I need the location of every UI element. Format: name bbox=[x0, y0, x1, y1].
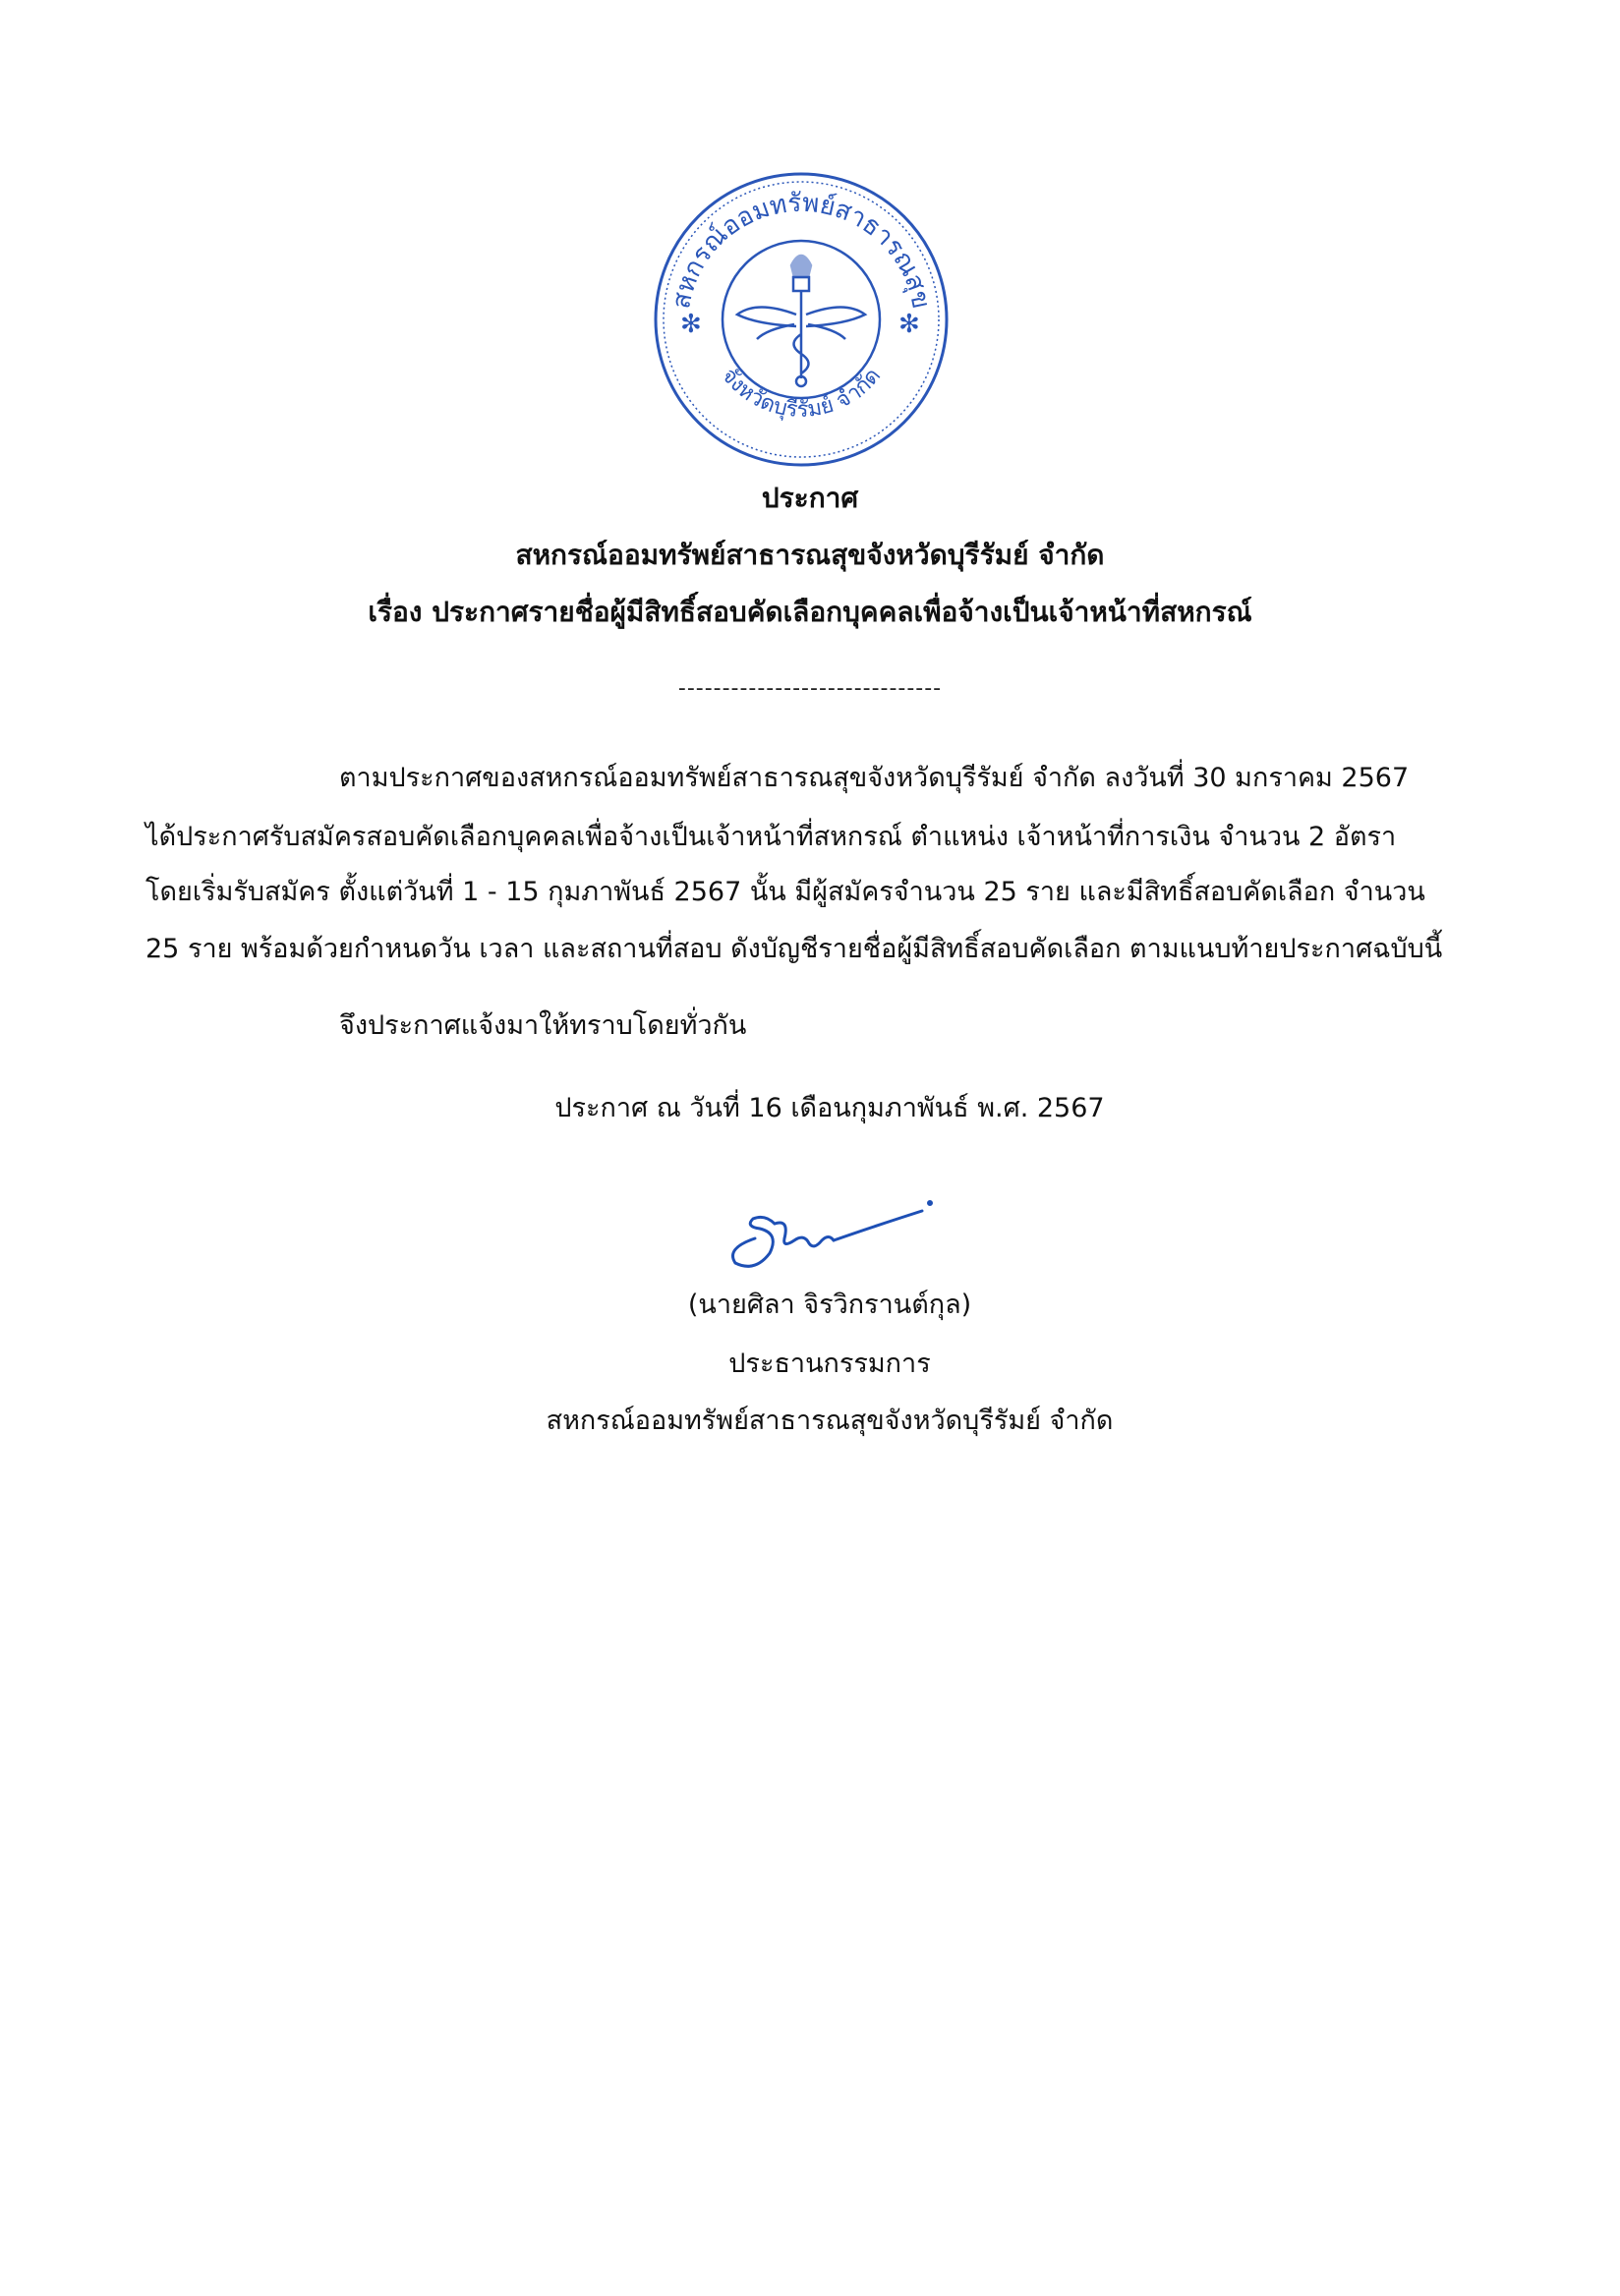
announcement-date: ประกาศ ณ วันที่ 16 เดือนกุมภาพันธ์ พ.ศ. 2567 bbox=[554, 1093, 1105, 1123]
handwritten-signature-icon bbox=[716, 1179, 942, 1278]
svg-text:จังหวัดบุรีรัมย์ จำกัด: จังหวัดบุรีรัมย์ จำกัด bbox=[716, 363, 887, 423]
body-line: 25 ราย พร้อมด้วยกำหนดวัน เวลา และสถานที่สอบ ดังบัญชีรายชื่อผู้มีสิทธิ์สอบคัดเลือก ตามแนบท้ายประกาศฉบับนี้ bbox=[145, 934, 1443, 964]
svg-text:สหกรณ์ออมทรัพย์สาธารณสุข: สหกรณ์ออมทรัพย์สาธารณสุข bbox=[666, 188, 936, 312]
cooperative-seal bbox=[649, 167, 954, 472]
seal-emblem-icon bbox=[649, 167, 954, 472]
announcement-label: ประกาศ bbox=[761, 482, 859, 514]
subject-heading: เรื่อง ประกาศรายชื่อผู้มีสิทธิ์สอบคัดเลือกบุคคลเพื่อจ้างเป็นเจ้าหน้าที่สหกรณ์ bbox=[368, 596, 1252, 628]
body-line: ตามประกาศของสหกรณ์ออมทรัพย์สาธารณสุขจังหวัดบุรีรัมย์ จำกัด ลงวันที่ 30 มกราคม 2567 bbox=[339, 763, 1410, 793]
signature bbox=[716, 1179, 942, 1278]
signatory-name: (นายศิลา จิรวิกรานต์กุล) bbox=[687, 1290, 972, 1320]
organization-heading: สหกรณ์ออมทรัพย์สาธารณสุขจังหวัดบุรีรัมย์ จำกัด bbox=[515, 539, 1105, 571]
svg-text:✻: ✻ bbox=[898, 310, 920, 339]
closing-line: จึงประกาศแจ้งมาให้ทราบโดยทั่วกัน bbox=[339, 1010, 747, 1041]
signatory-organization: สหกรณ์ออมทรัพย์สาธารณสุขจังหวัดบุรีรัมย์ จำกัด bbox=[546, 1406, 1114, 1436]
section-divider: ------------------------------ bbox=[677, 676, 943, 701]
signatory-title: ประธานกรรมการ bbox=[728, 1349, 931, 1379]
body-line: โดยเริ่มรับสมัคร ตั้งแต่วันที่ 1 - 15 กุมภาพันธ์ 2567 นั้น มีผู้สมัครจำนวน 25 ราย และมีสิทธิ์สอบคัดเลือก จำนวน bbox=[145, 877, 1425, 907]
svg-text:✻: ✻ bbox=[680, 310, 702, 339]
body-line: ได้ประกาศรับสมัครสอบคัดเลือกบุคคลเพื่อจ้างเป็นเจ้าหน้าที่สหกรณ์ ตำแหน่ง เจ้าหน้าที่การเงิน จำนวน 2 อัตรา bbox=[145, 822, 1397, 852]
